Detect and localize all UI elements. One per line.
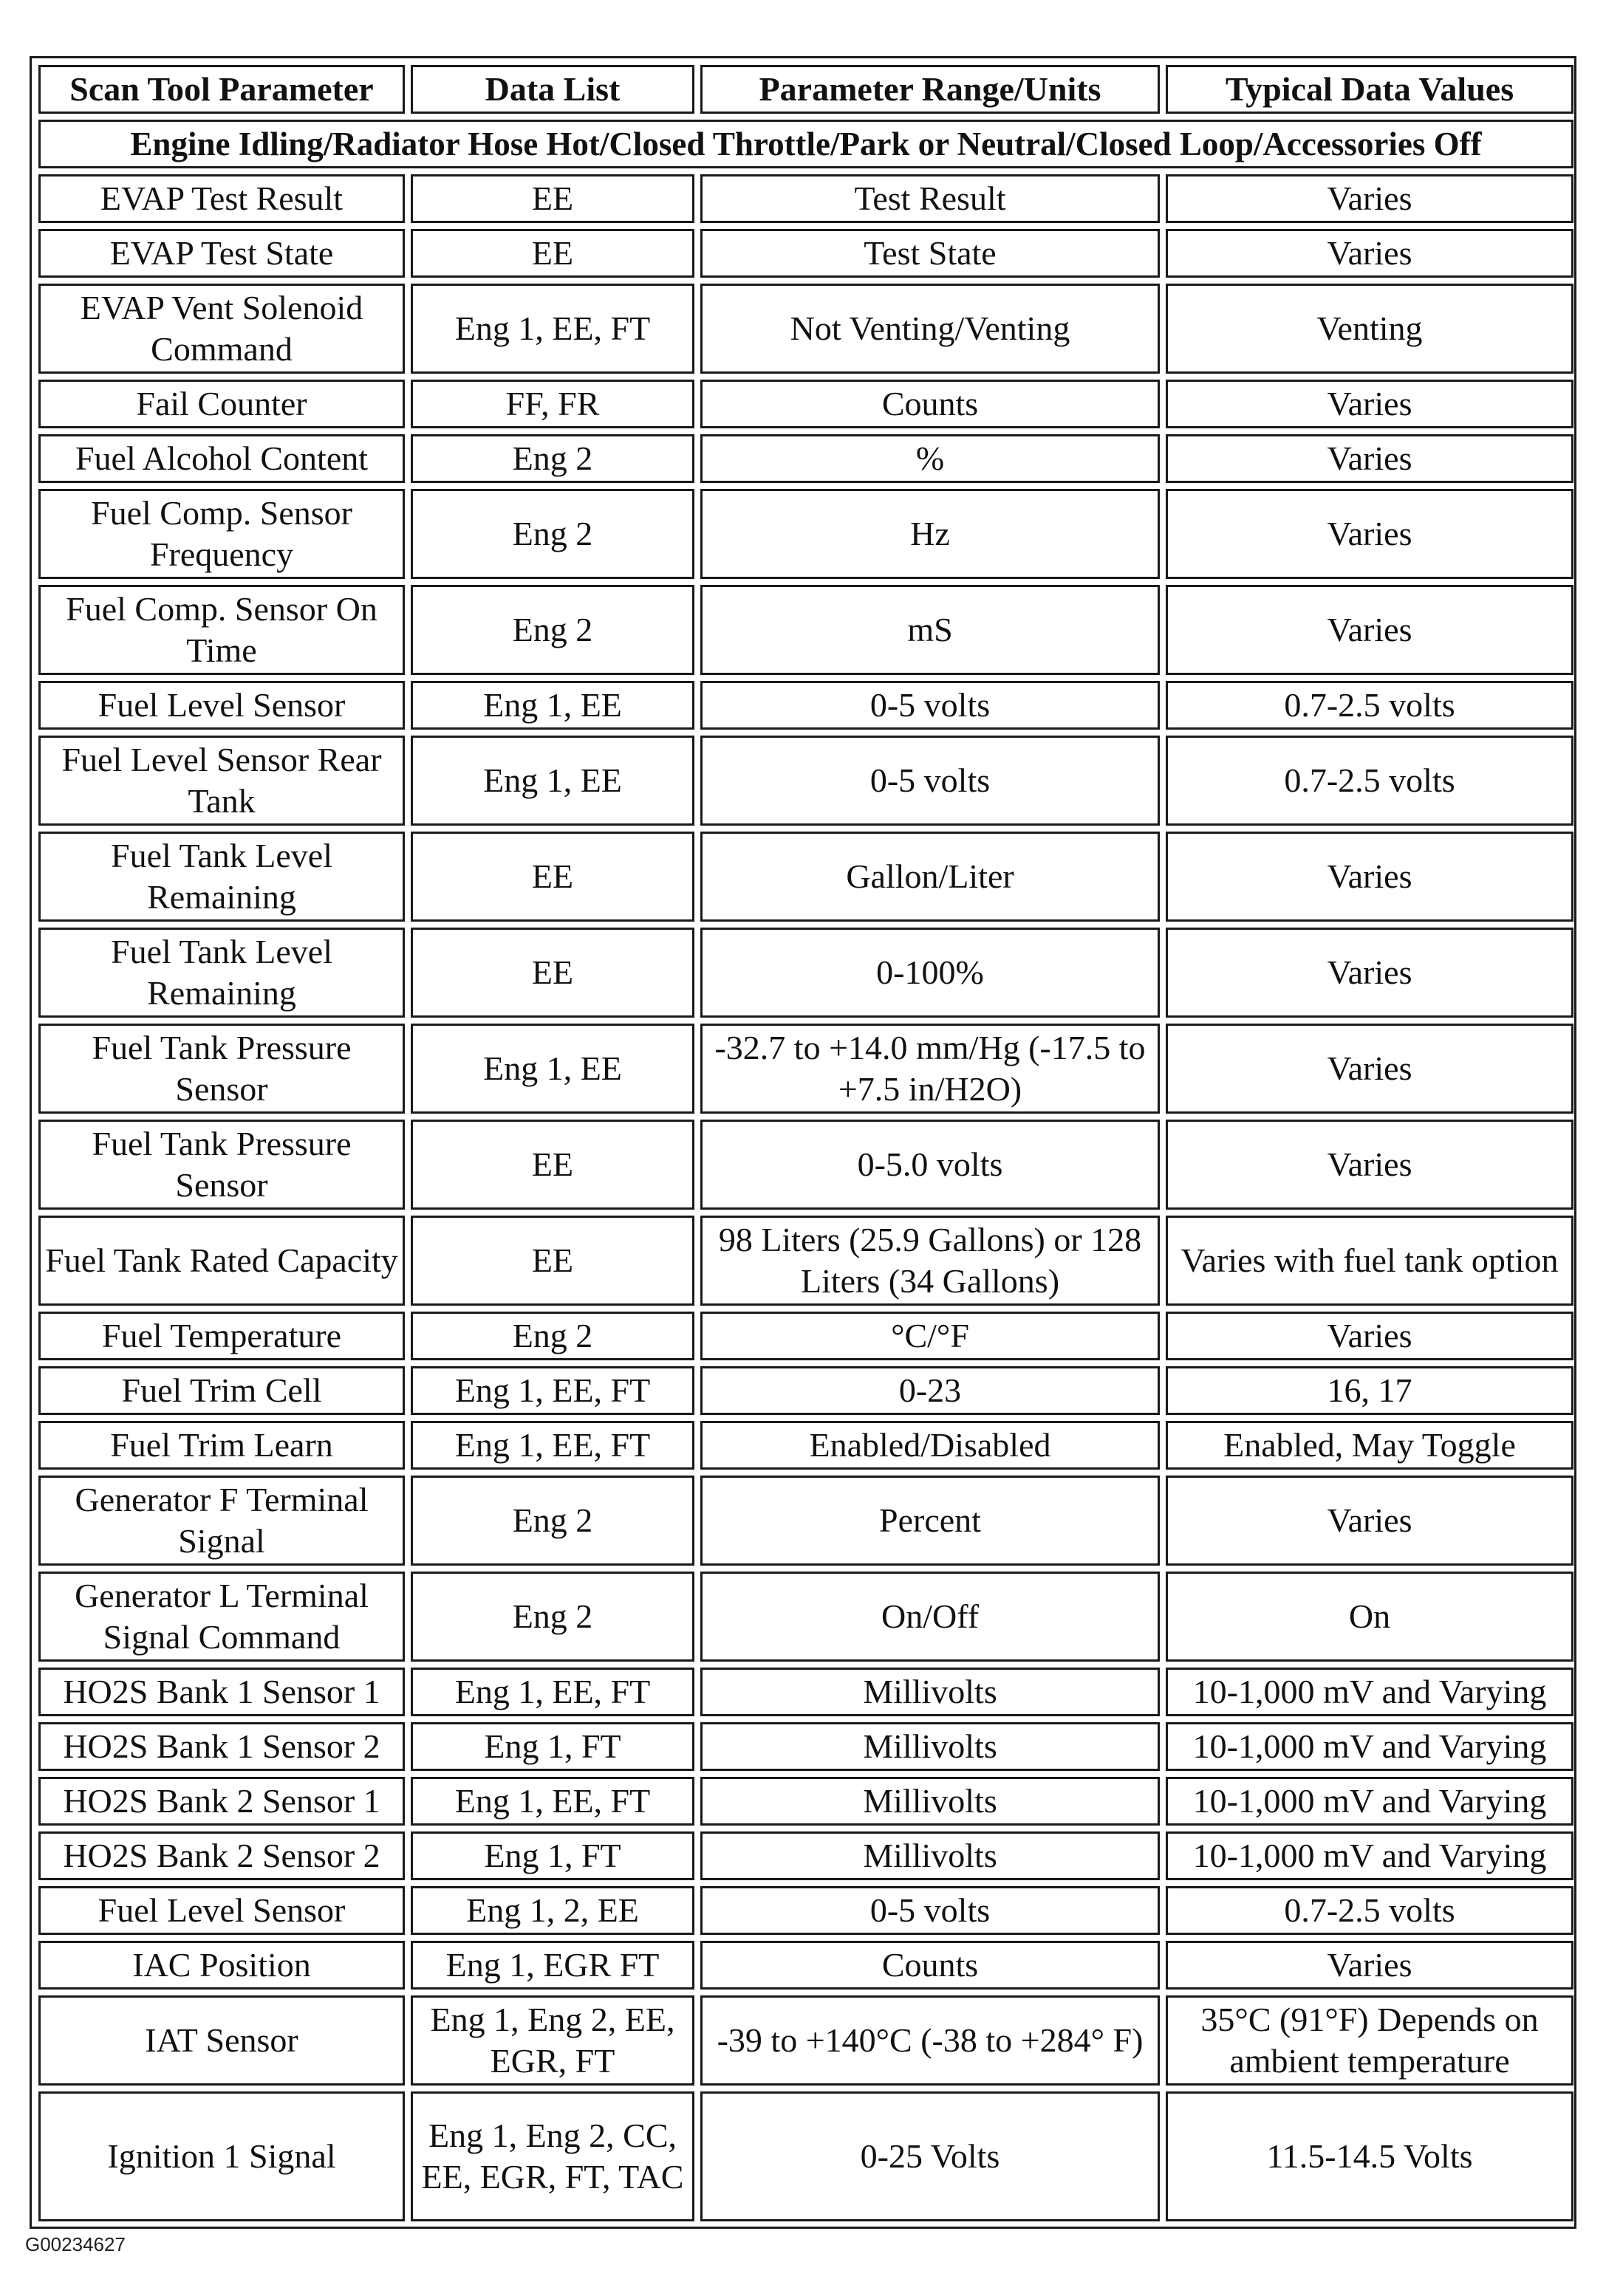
cell-scan-tool-parameter: IAC Position bbox=[38, 1941, 405, 1990]
table-row bbox=[38, 1722, 1573, 1771]
cell-parameter-range-units: -32.7 to +14.0 mm/Hg (-17.5 to +7.5 in/H2O) bbox=[700, 1024, 1160, 1114]
cell-parameter-range-units: Gallon/Liter bbox=[700, 832, 1160, 922]
cell-parameter-range-units: 98 Liters (25.9 Gallons) or 128 Liters (34 Gallons) bbox=[700, 1216, 1160, 1306]
cell-scan-tool-parameter: Fuel Alcohol Content bbox=[38, 434, 405, 483]
cell-parameter-range-units: 0-5 volts bbox=[700, 1886, 1160, 1935]
cell-parameter-range-units: 0-25 Volts bbox=[700, 2091, 1160, 2221]
cell-scan-tool-parameter: Fuel Tank Rated Capacity bbox=[38, 1216, 405, 1306]
table-row bbox=[38, 1024, 1573, 1114]
cell-typical-data-values: Varies bbox=[1166, 380, 1573, 428]
table-row bbox=[38, 928, 1573, 1018]
header-typical-data-values: Typical Data Values bbox=[1166, 65, 1573, 114]
cell-scan-tool-parameter: Fuel Comp. Sensor Frequency bbox=[38, 489, 405, 579]
table-row bbox=[38, 832, 1573, 922]
cell-scan-tool-parameter: Fuel Comp. Sensor On Time bbox=[38, 585, 405, 675]
cell-data-list: Eng 1, FT bbox=[411, 1722, 694, 1771]
cell-data-list: Eng 1, Eng 2, CC, EE, EGR, FT, TAC bbox=[411, 2091, 694, 2221]
cell-data-list: Eng 1, 2, EE bbox=[411, 1886, 694, 1935]
cell-parameter-range-units: 0-5.0 volts bbox=[700, 1120, 1160, 1210]
cell-parameter-range-units: Not Venting/Venting bbox=[700, 284, 1160, 374]
table-row bbox=[38, 1120, 1573, 1210]
table-row bbox=[38, 681, 1573, 730]
cell-data-list: Eng 1, EE, FT bbox=[411, 1366, 694, 1415]
cell-scan-tool-parameter: Fuel Tank Level Remaining bbox=[38, 832, 405, 922]
header-parameter-range-units: Parameter Range/Units bbox=[700, 65, 1160, 114]
cell-data-list: Eng 2 bbox=[411, 1572, 694, 1662]
table-row bbox=[38, 284, 1573, 374]
cell-scan-tool-parameter: Fuel Tank Pressure Sensor bbox=[38, 1120, 405, 1210]
cell-scan-tool-parameter: Fuel Trim Learn bbox=[38, 1421, 405, 1470]
header-data-list: Data List bbox=[411, 65, 694, 114]
table-row bbox=[38, 174, 1573, 223]
table-row bbox=[38, 1366, 1573, 1415]
cell-typical-data-values: Varies bbox=[1166, 1024, 1573, 1114]
table-row bbox=[38, 1421, 1573, 1470]
cell-scan-tool-parameter: HO2S Bank 2 Sensor 2 bbox=[38, 1831, 405, 1880]
table-row bbox=[38, 736, 1573, 826]
cell-parameter-range-units: Millivolts bbox=[700, 1831, 1160, 1880]
cell-typical-data-values: Varies bbox=[1166, 229, 1573, 278]
table-row bbox=[38, 1995, 1573, 2086]
cell-typical-data-values: 0.7-2.5 volts bbox=[1166, 736, 1573, 826]
cell-scan-tool-parameter: Fuel Tank Level Remaining bbox=[38, 928, 405, 1018]
cell-parameter-range-units: Enabled/Disabled bbox=[700, 1421, 1160, 1470]
cell-parameter-range-units: Test Result bbox=[700, 174, 1160, 223]
cell-data-list: EE bbox=[411, 928, 694, 1018]
cell-data-list: EE bbox=[411, 174, 694, 223]
scan-tool-data-table bbox=[33, 59, 1579, 2227]
cell-parameter-range-units: % bbox=[700, 434, 1160, 483]
cell-data-list: Eng 1, EE bbox=[411, 736, 694, 826]
table-row bbox=[38, 1476, 1573, 1566]
cell-scan-tool-parameter: Fuel Temperature bbox=[38, 1312, 405, 1360]
table-row bbox=[38, 1886, 1573, 1935]
cell-data-list: FF, FR bbox=[411, 380, 694, 428]
cell-parameter-range-units: Millivolts bbox=[700, 1777, 1160, 1826]
cell-parameter-range-units: Millivolts bbox=[700, 1722, 1160, 1771]
cell-typical-data-values: Varies bbox=[1166, 928, 1573, 1018]
cell-data-list: Eng 2 bbox=[411, 489, 694, 579]
cell-parameter-range-units: Counts bbox=[700, 1941, 1160, 1990]
table-row bbox=[38, 1216, 1573, 1306]
cell-scan-tool-parameter: EVAP Vent Solenoid Command bbox=[38, 284, 405, 374]
cell-typical-data-values: Varies with fuel tank option bbox=[1166, 1216, 1573, 1306]
cell-data-list: Eng 1, Eng 2, EE, EGR, FT bbox=[411, 1995, 694, 2086]
cell-data-list: Eng 2 bbox=[411, 1476, 694, 1566]
cell-typical-data-values: Varies bbox=[1166, 1312, 1573, 1360]
cell-parameter-range-units: 0-23 bbox=[700, 1366, 1160, 1415]
cell-typical-data-values: Varies bbox=[1166, 832, 1573, 922]
cell-parameter-range-units: 0-100% bbox=[700, 928, 1160, 1018]
cell-scan-tool-parameter: EVAP Test Result bbox=[38, 174, 405, 223]
cell-typical-data-values: Varies bbox=[1166, 174, 1573, 223]
cell-typical-data-values: 10-1,000 mV and Varying bbox=[1166, 1722, 1573, 1771]
cell-typical-data-values: 10-1,000 mV and Varying bbox=[1166, 1668, 1573, 1716]
cell-typical-data-values: Varies bbox=[1166, 1120, 1573, 1210]
header-row bbox=[38, 65, 1573, 114]
cell-data-list: Eng 1, EE, FT bbox=[411, 284, 694, 374]
cell-scan-tool-parameter: HO2S Bank 1 Sensor 1 bbox=[38, 1668, 405, 1716]
cell-typical-data-values: Venting bbox=[1166, 284, 1573, 374]
cell-data-list: Eng 1, EE, FT bbox=[411, 1421, 694, 1470]
cell-typical-data-values: Varies bbox=[1166, 434, 1573, 483]
cell-parameter-range-units: Test State bbox=[700, 229, 1160, 278]
cell-typical-data-values: 0.7-2.5 volts bbox=[1166, 1886, 1573, 1935]
condition-row bbox=[38, 120, 1573, 168]
cell-parameter-range-units: On/Off bbox=[700, 1572, 1160, 1662]
table-row bbox=[38, 585, 1573, 675]
cell-scan-tool-parameter: HO2S Bank 1 Sensor 2 bbox=[38, 1722, 405, 1771]
cell-scan-tool-parameter: Fuel Trim Cell bbox=[38, 1366, 405, 1415]
cell-typical-data-values: Varies bbox=[1166, 489, 1573, 579]
cell-data-list: Eng 1, EGR FT bbox=[411, 1941, 694, 1990]
table-row bbox=[38, 1777, 1573, 1826]
cell-scan-tool-parameter: IAT Sensor bbox=[38, 1995, 405, 2086]
cell-scan-tool-parameter: Generator L Terminal Signal Command bbox=[38, 1572, 405, 1662]
cell-scan-tool-parameter: HO2S Bank 2 Sensor 1 bbox=[38, 1777, 405, 1826]
cell-scan-tool-parameter: Fail Counter bbox=[38, 380, 405, 428]
cell-scan-tool-parameter: Ignition 1 Signal bbox=[38, 2091, 405, 2221]
cell-scan-tool-parameter: Fuel Level Sensor bbox=[38, 681, 405, 730]
cell-typical-data-values: Enabled, May Toggle bbox=[1166, 1421, 1573, 1470]
cell-parameter-range-units: mS bbox=[700, 585, 1160, 675]
table-row bbox=[38, 2091, 1573, 2221]
cell-data-list: EE bbox=[411, 229, 694, 278]
cell-data-list: Eng 2 bbox=[411, 434, 694, 483]
cell-typical-data-values: 0.7-2.5 volts bbox=[1166, 681, 1573, 730]
table-row bbox=[38, 1941, 1573, 1990]
cell-parameter-range-units: -39 to +140°C (-38 to +284° F) bbox=[700, 1995, 1160, 2086]
cell-parameter-range-units: 0-5 volts bbox=[700, 681, 1160, 730]
cell-typical-data-values: Varies bbox=[1166, 585, 1573, 675]
cell-parameter-range-units: Percent bbox=[700, 1476, 1160, 1566]
table-row bbox=[38, 489, 1573, 579]
cell-parameter-range-units: Millivolts bbox=[700, 1668, 1160, 1716]
table-row bbox=[38, 380, 1573, 428]
cell-scan-tool-parameter: Fuel Tank Pressure Sensor bbox=[38, 1024, 405, 1114]
cell-scan-tool-parameter: EVAP Test State bbox=[38, 229, 405, 278]
cell-typical-data-values: Varies bbox=[1166, 1476, 1573, 1566]
cell-data-list: EE bbox=[411, 832, 694, 922]
cell-parameter-range-units: 0-5 volts bbox=[700, 736, 1160, 826]
table-row bbox=[38, 1668, 1573, 1716]
cell-scan-tool-parameter: Fuel Level Sensor Rear Tank bbox=[38, 736, 405, 826]
cell-typical-data-values: 16, 17 bbox=[1166, 1366, 1573, 1415]
cell-typical-data-values: 11.5-14.5 Volts bbox=[1166, 2091, 1573, 2221]
cell-typical-data-values: Varies bbox=[1166, 1941, 1573, 1990]
cell-data-list: Eng 1, FT bbox=[411, 1831, 694, 1880]
table-row bbox=[38, 1312, 1573, 1360]
table-row bbox=[38, 1831, 1573, 1880]
cell-parameter-range-units: °C/°F bbox=[700, 1312, 1160, 1360]
cell-scan-tool-parameter: Generator F Terminal Signal bbox=[38, 1476, 405, 1566]
cell-data-list: Eng 1, EE, FT bbox=[411, 1777, 694, 1826]
cell-scan-tool-parameter: Fuel Level Sensor bbox=[38, 1886, 405, 1935]
cell-data-list: EE bbox=[411, 1216, 694, 1306]
cell-typical-data-values: On bbox=[1166, 1572, 1573, 1662]
cell-data-list: Eng 2 bbox=[411, 1312, 694, 1360]
cell-data-list: EE bbox=[411, 1120, 694, 1210]
cell-data-list: Eng 1, EE bbox=[411, 1024, 694, 1114]
cell-parameter-range-units: Counts bbox=[700, 380, 1160, 428]
table-row bbox=[38, 434, 1573, 483]
cell-typical-data-values: 10-1,000 mV and Varying bbox=[1166, 1831, 1573, 1880]
cell-parameter-range-units: Hz bbox=[700, 489, 1160, 579]
cell-typical-data-values: 10-1,000 mV and Varying bbox=[1166, 1777, 1573, 1826]
header-scan-tool-parameter: Scan Tool Parameter bbox=[38, 65, 405, 114]
operating-condition-banner: Engine Idling/Radiator Hose Hot/Closed Throttle/Park or Neutral/Closed Loop/Accessories Off bbox=[38, 120, 1573, 168]
cell-data-list: Eng 2 bbox=[411, 585, 694, 675]
cell-data-list: Eng 1, EE, FT bbox=[411, 1668, 694, 1716]
table-row bbox=[38, 229, 1573, 278]
cell-data-list: Eng 1, EE bbox=[411, 681, 694, 730]
cell-typical-data-values: 35°C (91°F) Depends on ambient temperature bbox=[1166, 1995, 1573, 2086]
table-row bbox=[38, 1572, 1573, 1662]
figure-id: G00234627 bbox=[25, 2233, 126, 2255]
